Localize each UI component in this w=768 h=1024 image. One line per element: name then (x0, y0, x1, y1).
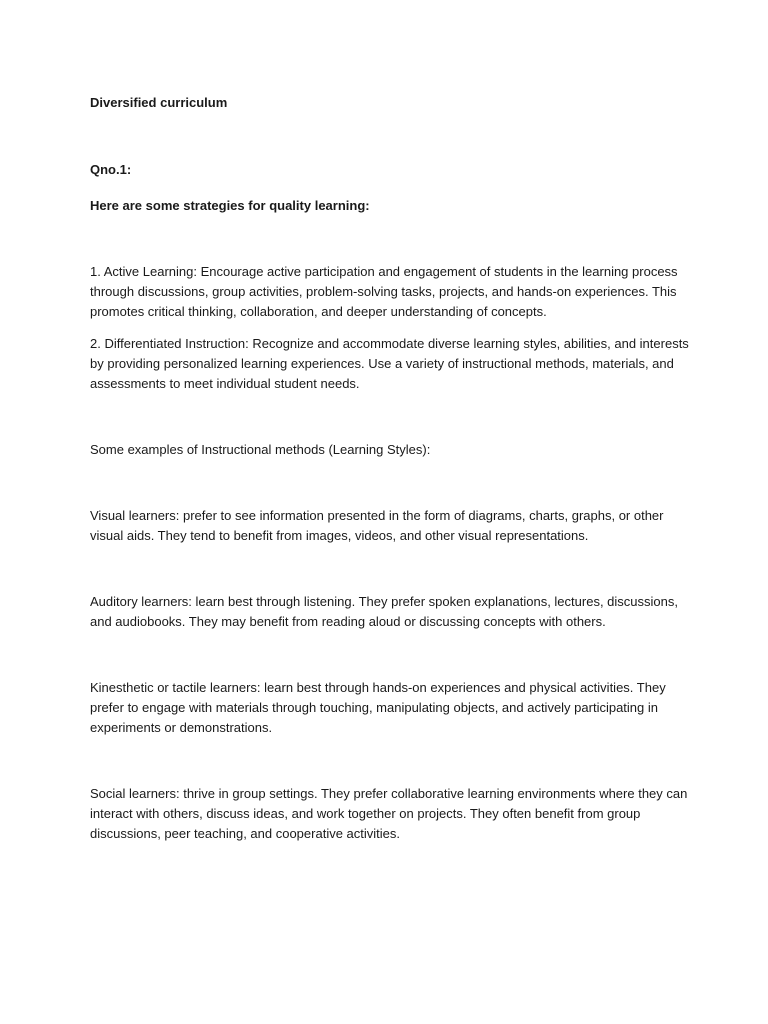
social-learners-paragraph (90, 784, 688, 844)
paragraph-line: prefer to engage with materials through touching, manipulating objects, and actively participating in (90, 700, 659, 715)
paragraph-line: assessments to meet individual student needs. (90, 376, 360, 391)
strategy-paragraph-2 (90, 334, 689, 394)
paragraph-line: promotes critical thinking, collaboration, and deeper understanding of concepts. (90, 304, 547, 319)
paragraph-line: by providing personalized learning experiences. Use a variety of instructional methods, materials, and (90, 356, 674, 371)
visual-learners-paragraph (90, 506, 680, 546)
strategy-paragraph-1 (90, 262, 680, 322)
paragraph-line: 2. Differentiated Instruction: Recognize and accommodate diverse learning styles, abilities, and interests (90, 336, 689, 351)
document-title: Diversified curriculum (90, 95, 228, 110)
strategies-intro: Here are some strategies for quality learning: (90, 198, 370, 213)
paragraph-line: through discussions, group activities, problem-solving tasks, projects, and hands-on experiences. This (90, 284, 677, 299)
auditory-learners-paragraph (90, 592, 680, 632)
paragraph-line: Auditory learners: learn best through listening. They prefer spoken explanations, lectures, discussions, (90, 594, 678, 609)
question-label: Qno.1: (90, 162, 132, 177)
kinesthetic-learners-paragraph (90, 678, 680, 738)
paragraph-line: Social learners: thrive in group settings. They prefer collaborative learning environments where they can (90, 786, 688, 801)
paragraph-line: Kinesthetic or tactile learners: learn best through hands-on experiences and physical activities. They (90, 680, 666, 695)
paragraph-line: discussions, peer teaching, and cooperative activities. (90, 826, 401, 841)
paragraph-line: interact with others, discuss ideas, and work together on projects. They often benefit from group (90, 806, 641, 821)
paragraph-line: experiments or demonstrations. (90, 720, 273, 735)
paragraph-line: Visual learners: prefer to see information presented in the form of diagrams, charts, graphs, or other (90, 508, 664, 523)
paragraph-line: visual aids. They tend to benefit from images, videos, and other visual representations. (90, 528, 589, 543)
document-body (90, 93, 689, 844)
paragraph-line: 1. Active Learning: Encourage active participation and engagement of students in the learning process (90, 264, 678, 279)
examples-heading: Some examples of Instructional methods (Learning Styles): (90, 442, 431, 457)
paragraph-line: and audiobooks. They may benefit from reading aloud or discussing concepts with others. (90, 614, 606, 629)
